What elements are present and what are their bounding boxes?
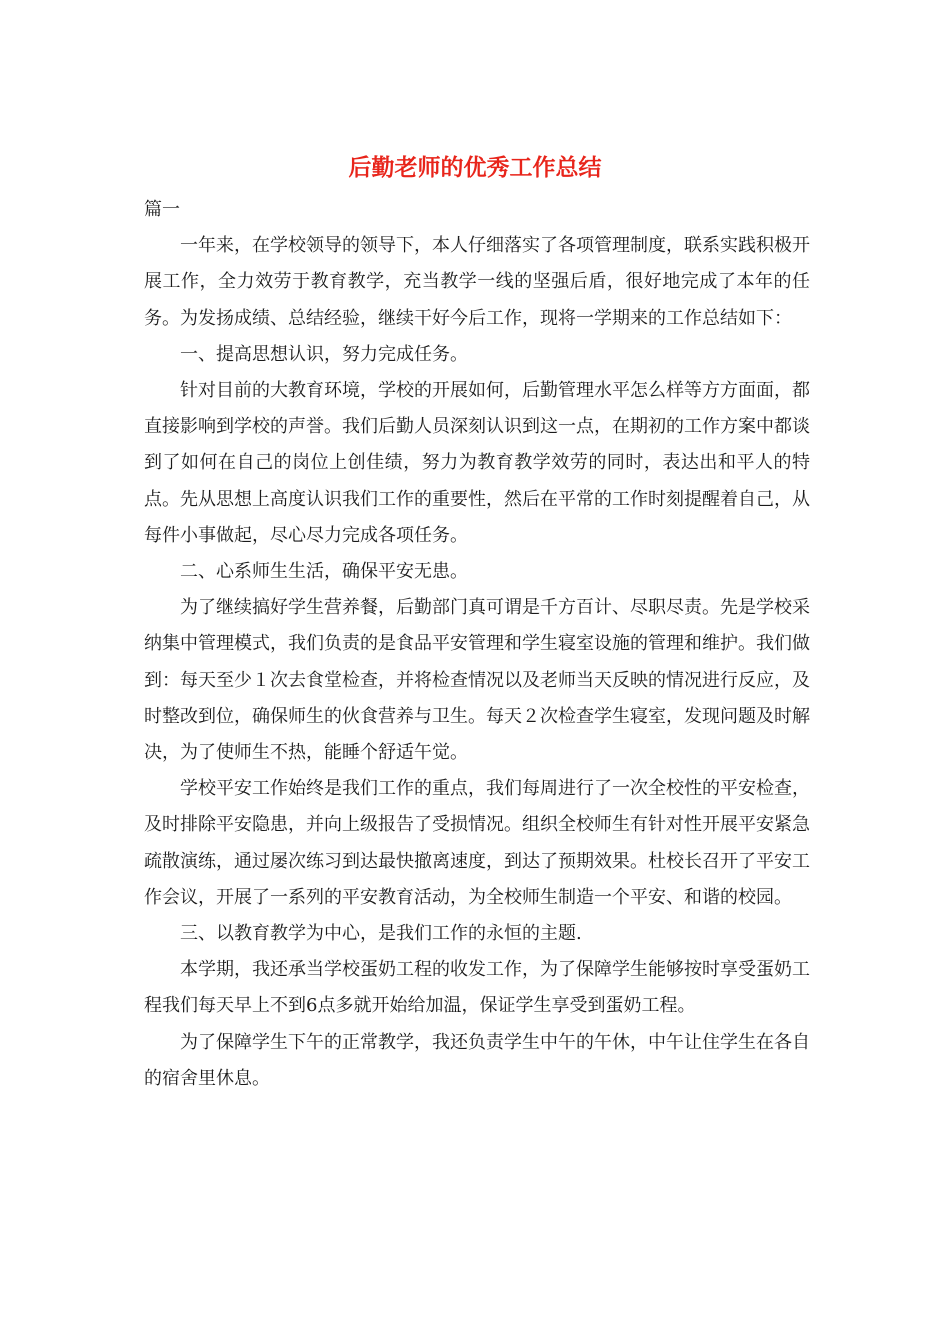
paragraph: 针对目前的大教育环境，学校的开展如何，后勤管理水平怎么样等方方面面，都直接影响到学校的声誉。我们后勤人员深刻认识到这一点，在期初的工作方案中都谈到了如何在自己的岗位上创佳绩，努力为教育教学效劳的同时，表达出和平人的特点。先从思想上高度认识我们工作的重要性，然后在平常的工作时刻提醒着自己，从每件小事做起，尽心尽力完成各项任务。 bbox=[144, 380, 810, 546]
paragraph: 为了继续搞好学生营养餐，后勤部门真可谓是千方百计、尽职尽责。先是学校采纳集中管理模式，我们负责的是食品平安管理和学生寝室设施的管理和维护。我们做到：每天至少１次去食堂检查，并将检查情况以及老师当天反映的情况进行反应，及时整改到位，确保师生的伙食营养与卫生。每天２次检查学生寝室，发现问题及时解决，为了使师生不热，能睡个舒适午觉。 bbox=[144, 597, 810, 764]
paragraph: 学校平安工作始终是我们工作的重点，我们每周进行了一次全校性的平安检查，及时排除平安隐患，并向上级报告了受损情况。组织全校师生有针对性开展平安紧急疏散演练，通过屡次练习到达最快撤离速度，到达了预期效果。杜校长召开了平安工作会议，开展了一系列的平安教育活动，为全校师生制造一个平安、和谐的校园。 bbox=[144, 778, 810, 908]
paragraph-intro: 一年来，在学校领导的领导下，本人仔细落实了各项管理制度，联系实践积极开展工作，全力效劳于教育教学，充当教学一线的坚强后盾，很好地完成了本年的任务。为发扬成绩、总结经验，继续干好今后工作，现将一学期来的工作总结如下： bbox=[144, 235, 810, 329]
section-heading-1: 一、提高思想认识，努力完成任务。 bbox=[180, 343, 468, 365]
document-body bbox=[144, 192, 810, 1097]
document-title: 后勤老师的优秀工作总结 bbox=[348, 154, 602, 181]
section-heading-3: 三、以教育教学为中心，是我们工作的永恒的主题. bbox=[180, 923, 582, 945]
section-label: 篇一 bbox=[144, 199, 180, 220]
section-heading-2: 二、心系师生生活，确保平安无患。 bbox=[180, 561, 468, 583]
paragraph: 为了保障学生下午的正常教学，我还负责学生中午的午休，中午让住学生在各自的宿舍里休息。 bbox=[144, 1031, 810, 1089]
paragraph: 本学期，我还承当学校蛋奶工程的收发工作，为了保障学生能够按时享受蛋奶工程我们每天早上不到6点多就开始给加温，保证学生享受到蛋奶工程。 bbox=[144, 959, 810, 1017]
